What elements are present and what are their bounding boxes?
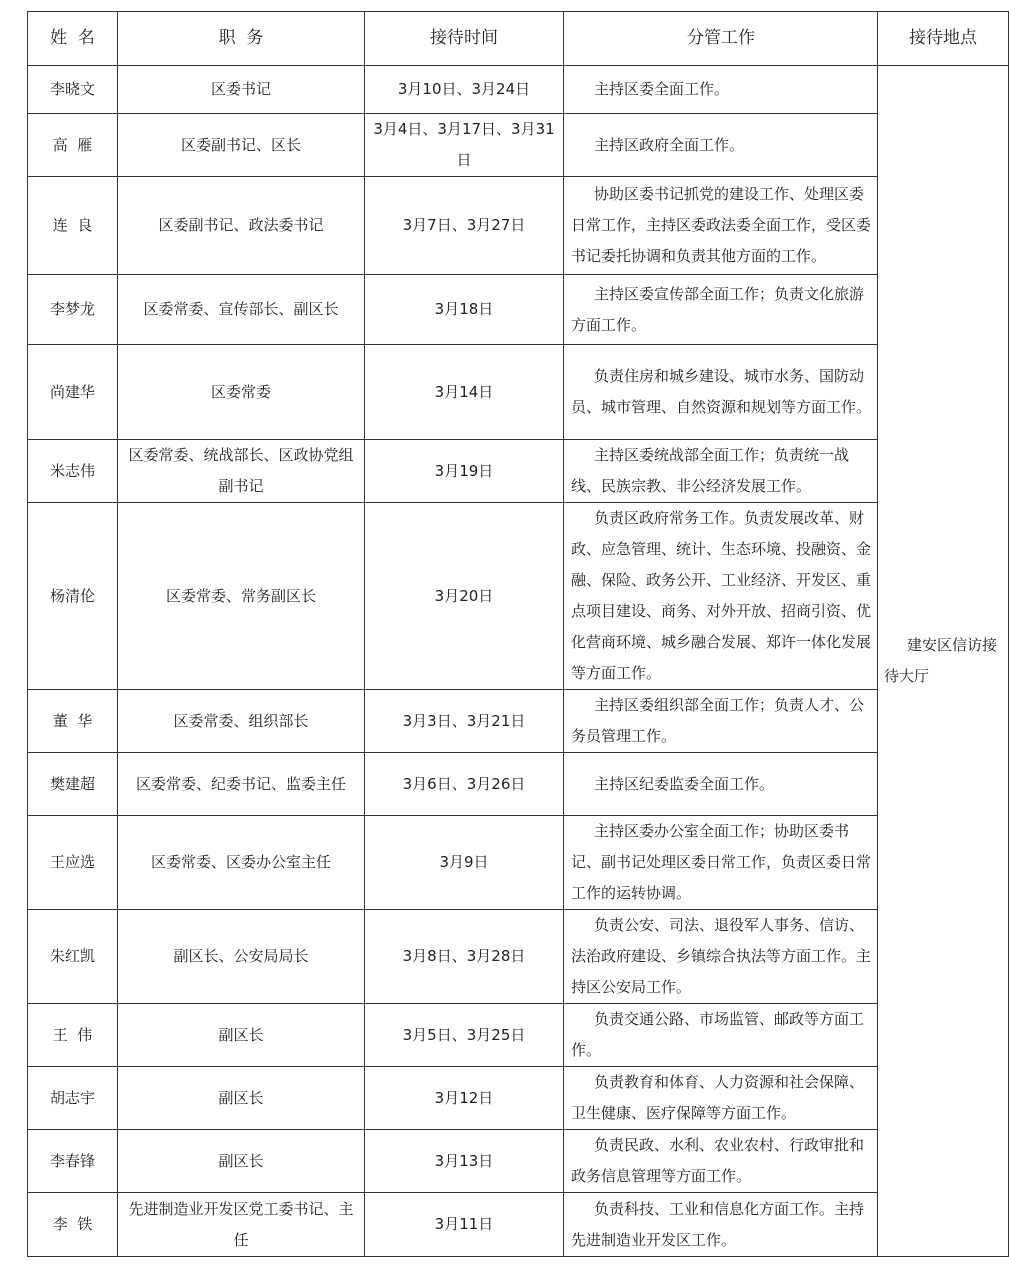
position-cell: 区委常委 [118,345,365,440]
position-cell: 区委常委、统战部长、区政协党组副书记 [118,440,365,503]
time-cell: 3月8日、3月28日 [365,910,564,1004]
position-cell: 副区长 [118,1130,365,1193]
name-cell: 胡志宇 [28,1067,118,1130]
position-cell: 区委常委、区委办公室主任 [118,816,365,910]
work-cell: 主持区委统战部全面工作；负责统一战线、民族宗教、非公经济发展工作。 [564,440,878,503]
time-cell: 3月11日 [365,1193,564,1257]
table-row [28,816,1009,910]
table-row [28,1004,1009,1067]
header-name: 姓 名 [28,12,118,66]
table-row [28,114,1009,177]
location-cell: 建安区信访接待大厅 [878,66,1009,1257]
work-cell: 负责公安、司法、退役军人事务、信访、法治政府建设、乡镇综合执法等方面工作。主持区公安局工作。 [564,910,878,1004]
position-cell: 副区长 [118,1004,365,1067]
time-cell: 3月6日、3月26日 [365,753,564,816]
position-cell: 副区长 [118,1067,365,1130]
time-cell: 3月14日 [365,345,564,440]
table-row [28,503,1009,690]
table-row [28,275,1009,345]
work-cell: 主持区委宣传部全面工作；负责文化旅游方面工作。 [564,275,878,345]
work-cell: 负责教育和体育、人力资源和社会保障、卫生健康、医疗保障等方面工作。 [564,1067,878,1130]
work-cell: 负责区政府常务工作。负责发展改革、财政、应急管理、统计、生态环境、投融资、金融、保险、政务公开、工业经济、开发区、重点项目建设、商务、对外开放、招商引资、优化营商环境、城乡融合发展、郑许一体化发展等方面工作。 [564,503,878,690]
position-cell: 区委副书记、区长 [118,114,365,177]
name-cell: 尚建华 [28,345,118,440]
work-cell: 负责民政、水利、农业农村、行政审批和政务信息管理等方面工作。 [564,1130,878,1193]
time-cell: 3月4日、3月17日、3月31日 [365,114,564,177]
work-cell: 主持区委组织部全面工作；负责人才、公务员管理工作。 [564,690,878,753]
name-cell: 米志伟 [28,440,118,503]
work-cell: 主持区政府全面工作。 [564,114,878,177]
time-cell: 3月3日、3月21日 [365,690,564,753]
position-cell: 副区长、公安局局长 [118,910,365,1004]
table-row [28,753,1009,816]
header-row [28,12,1009,66]
position-cell: 区委副书记、政法委书记 [118,177,365,275]
table-row [28,910,1009,1004]
table-row [28,66,1009,114]
header-location: 接待地点 [878,12,1009,66]
name-cell: 朱红凯 [28,910,118,1004]
position-cell: 区委常委、纪委书记、监委主任 [118,753,365,816]
position-cell: 区委常委、宣传部长、副区长 [118,275,365,345]
position-cell: 区委书记 [118,66,365,114]
name-cell: 连 良 [28,177,118,275]
header-position: 职 务 [118,12,365,66]
time-cell: 3月12日 [365,1067,564,1130]
work-cell: 主持区纪委监委全面工作。 [564,753,878,816]
position-cell: 先进制造业开发区党工委书记、主任 [118,1193,365,1257]
table-row [28,1193,1009,1257]
work-cell: 负责科技、工业和信息化方面工作。主持先进制造业开发区工作。 [564,1193,878,1257]
table-row [28,440,1009,503]
header-time: 接待时间 [365,12,564,66]
table-row [28,1130,1009,1193]
name-cell: 董 华 [28,690,118,753]
name-cell: 王 伟 [28,1004,118,1067]
work-cell: 主持区委全面工作。 [564,66,878,114]
time-cell: 3月20日 [365,503,564,690]
work-cell: 协助区委书记抓党的建设工作、处理区委日常工作，主持区委政法委全面工作，受区委书记委托协调和负责其他方面的工作。 [564,177,878,275]
work-cell: 主持区委办公室全面工作；协助区委书记、副书记处理区委日常工作，负责区委日常工作的运转协调。 [564,816,878,910]
time-cell: 3月13日 [365,1130,564,1193]
reception-schedule-table [27,11,1009,1257]
time-cell: 3月9日 [365,816,564,910]
time-cell: 3月7日、3月27日 [365,177,564,275]
name-cell: 李晓文 [28,66,118,114]
work-cell: 负责交通公路、市场监管、邮政等方面工作。 [564,1004,878,1067]
work-cell: 负责住房和城乡建设、城市水务、国防动员、城市管理、自然资源和规划等方面工作。 [564,345,878,440]
name-cell: 李梦龙 [28,275,118,345]
position-cell: 区委常委、组织部长 [118,690,365,753]
table-row [28,1067,1009,1130]
table-row [28,177,1009,275]
header-work: 分管工作 [564,12,878,66]
time-cell: 3月5日、3月25日 [365,1004,564,1067]
table-row [28,690,1009,753]
time-cell: 3月18日 [365,275,564,345]
position-cell: 区委常委、常务副区长 [118,503,365,690]
name-cell: 高 雁 [28,114,118,177]
name-cell: 杨清伦 [28,503,118,690]
name-cell: 王应选 [28,816,118,910]
time-cell: 3月10日、3月24日 [365,66,564,114]
name-cell: 李春锋 [28,1130,118,1193]
name-cell: 李 铁 [28,1193,118,1257]
time-cell: 3月19日 [365,440,564,503]
name-cell: 樊建超 [28,753,118,816]
table-row [28,345,1009,440]
